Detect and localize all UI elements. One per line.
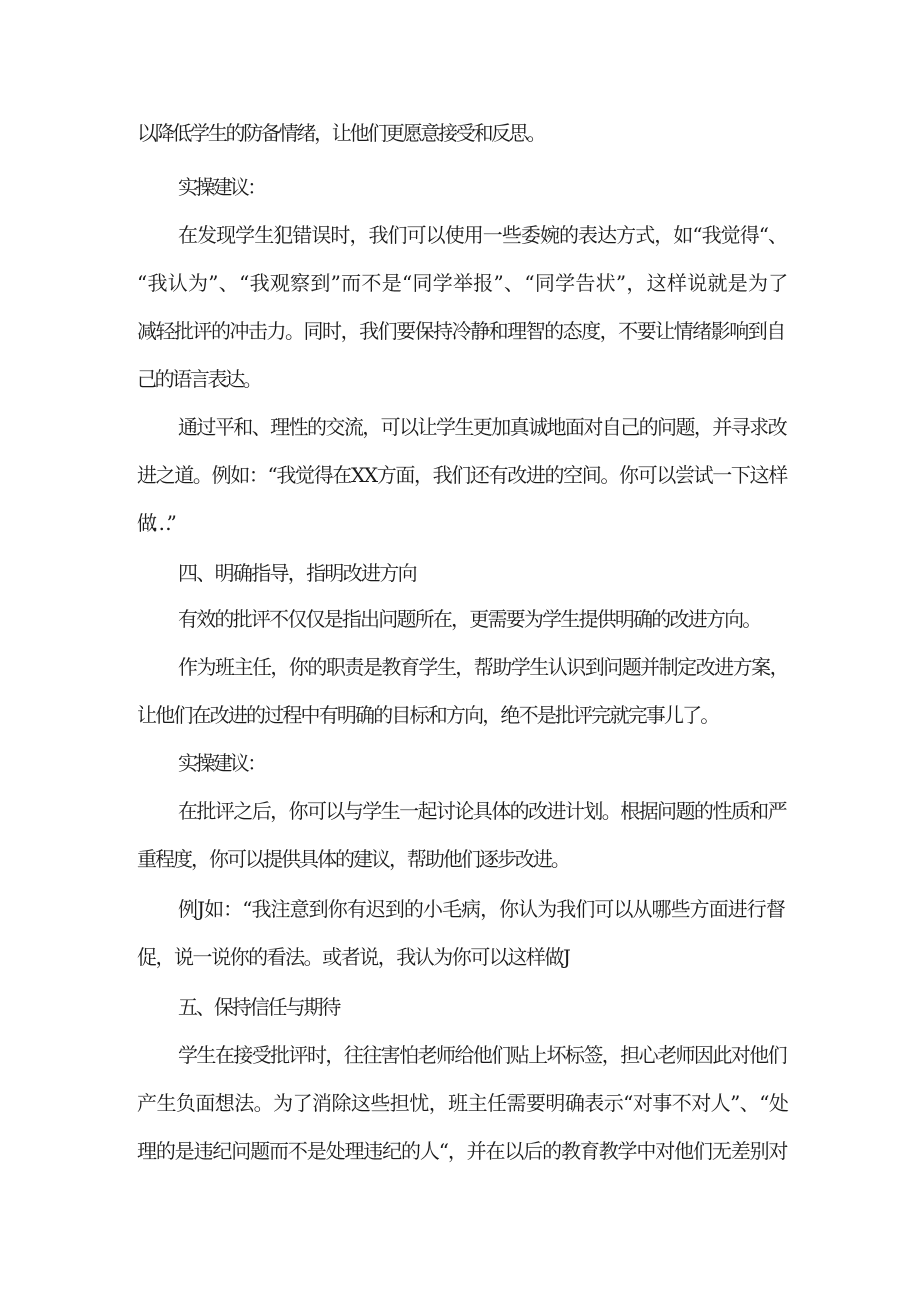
paragraph-line: 在发现学生犯错误时，我们可以使用一些委婉的表达方式，如“我觉得“、 [178, 223, 788, 247]
paragraph-line: 重程度，你可以提供具体的建议，帮助他们逐步改进。 [137, 847, 569, 871]
paragraph-line: 进之道。例如：“我觉得在XX方面，我们还有改进的空间。你可以尝试一下这样 [137, 463, 787, 487]
paragraph-line: 促，说一说你的看法。或者说，我认为你可以这样做J [137, 945, 570, 969]
paragraph-line: 在批评之后，你可以与学生一起讨论具体的改进计划。根据问题的性质和严 [178, 799, 787, 823]
paragraph-line: 减轻批评的冲击力。同时，我们要保持冷静和理智的态度，不要让情绪影响到自 [137, 319, 785, 343]
section-heading: 五、保持信任与期待 [178, 995, 340, 1019]
paragraph-line: 通过平和、理性的交流，可以让学生更加真诚地面对自己的问题，并寻求改 [178, 415, 787, 439]
paragraph-line: 有效的批评不仅仅是指出问题所在，更需要为学生提供明确的改进方向。 [178, 607, 761, 631]
section-label: 实操建议： [178, 751, 265, 775]
paragraph-line: 做…” [137, 511, 172, 535]
paragraph-line: 产生负面想法。为了消除这些担忧，班主任需要明确表示“对事不对人”、“处 [137, 1091, 789, 1115]
paragraph-line: “我认为”、“我观察到”而不是“同学举报”、“同学告状”，这样说就是为了 [137, 271, 789, 295]
paragraph-line: 学生在接受批评时，往往害怕老师给他们贴上坏标签，担心老师因此对他们 [178, 1043, 787, 1067]
paragraph-line: 理的是违纪问题而不是处理违纪的人“，并在以后的教育教学中对他们无差别对 [137, 1139, 788, 1163]
paragraph-line: 己的语言表达。 [137, 367, 261, 391]
section-heading: 四、明确指导，指明改进方向 [178, 561, 416, 585]
paragraph-line: 让他们在改进的过程中有明确的目标和方向，绝不是批评完就完事儿了。 [137, 703, 719, 727]
paragraph-line: 作为班主任，你的职责是教育学生，帮助学生认识到问题并制定改进方案， [178, 655, 789, 679]
paragraph-line: 例J如：“我注意到你有迟到的小毛病，你认为我们可以从哪些方面进行督 [178, 897, 785, 921]
section-label: 实操建议： [178, 175, 265, 199]
paragraph-line: 以降低学生的防备情绪，让他们更愿意接受和反思。 [137, 121, 545, 145]
